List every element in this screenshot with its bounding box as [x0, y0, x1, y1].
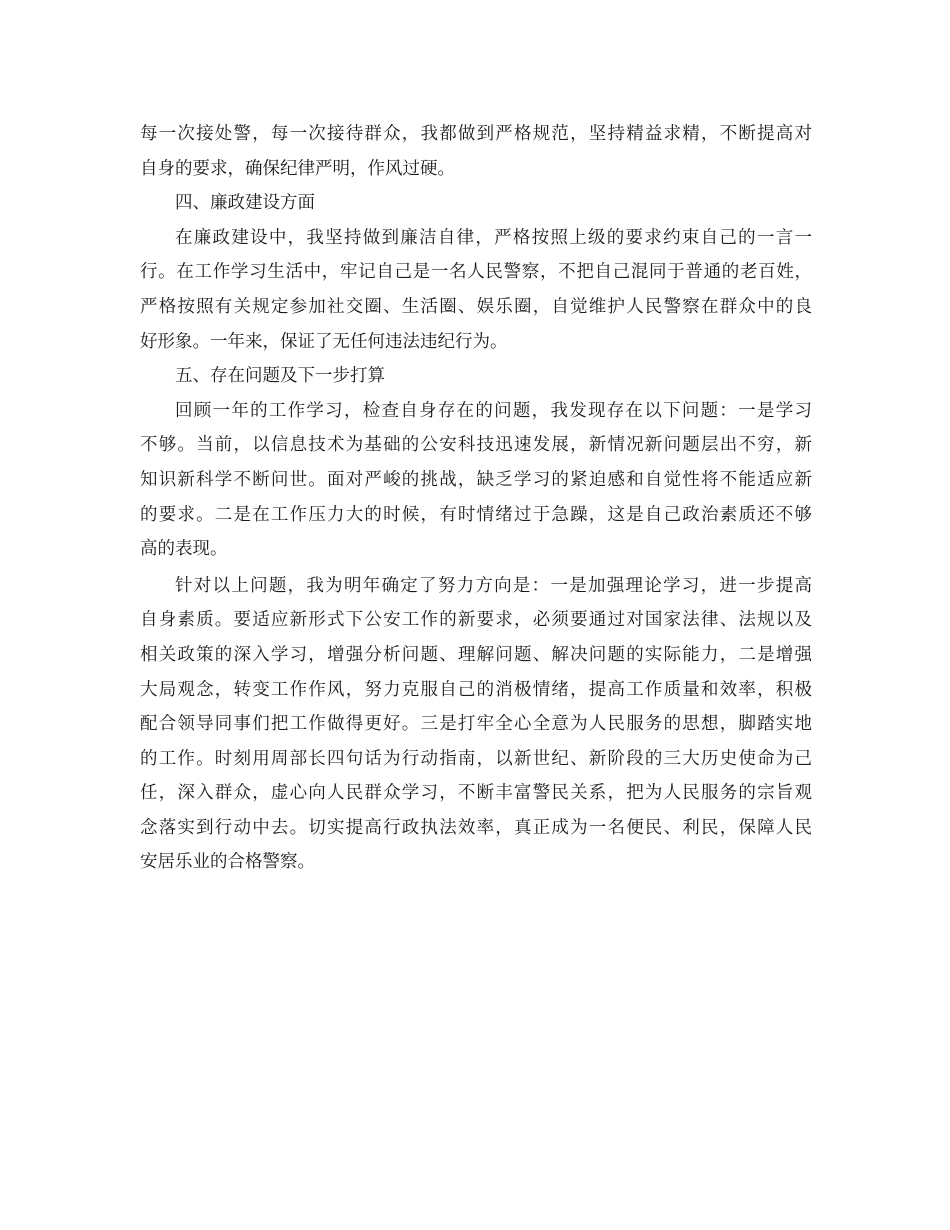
text-line: 相关政策的深入学习，增强分析问题、理解问题、解决问题的实际能力，二是增强: [140, 644, 812, 665]
text-line: 针对以上问题，我为明年确定了努力方向是：一是加强理论学习，进一步提高: [175, 575, 812, 596]
text-line: 安居乐业的合格警察。: [140, 852, 315, 873]
text-line: 念落实到行动中去。切实提高行政执法效率，真正成为一名便民、利民，保障人民: [140, 817, 812, 838]
paragraph-plans: [140, 569, 812, 880]
text-line: 不够。当前，以信息技术为基础的公安科技迅速发展，新情况新问题层出不穷，新: [140, 435, 812, 456]
text-line: 大局观念，转变工作作风，努力克服自己的消极情绪，提高工作质量和效率，积极: [140, 679, 812, 700]
text-line: 严格按照有关规定参加社交圈、生活圈、娱乐圈，自觉维护人民警察在群众中的良: [140, 296, 812, 317]
paragraph-integrity: [140, 221, 812, 359]
document-page: [140, 117, 812, 880]
text-line: 行。在工作学习生活中，牢记自己是一名人民警察，不把自己混同于普通的老百姓，: [140, 262, 812, 283]
text-line: 自身的要求，确保纪律严明，作风过硬。: [140, 158, 455, 179]
text-line: 好形象。一年来，保证了无任何违法违纪行为。: [140, 331, 508, 352]
paragraph-discipline: [140, 117, 812, 186]
text-line: 每一次接处警，每一次接待群众，我都做到严格规范，坚持精益求精，不断提高对: [140, 124, 812, 144]
paragraph-problems: [140, 394, 812, 567]
text-line: 回顾一年的工作学习，检查自身存在的问题，我发现存在以下问题：一是学习: [175, 400, 812, 421]
text-line: 在廉政建设中，我坚持做到廉洁自律，严格按照上级的要求约束自己的一言一: [175, 227, 812, 248]
section-heading-problems: 五、存在问题及下一步打算: [175, 366, 385, 387]
text-line: 的要求。二是在工作压力大的时候，有时情绪过于急躁，这是自己政治素质还不够: [140, 504, 812, 525]
text-line: 高的表现。: [140, 539, 228, 560]
text-line: 的工作。时刻用周部长四句话为行动指南，以新世纪、新阶段的三大历史使命为己: [140, 748, 812, 769]
text-line: 知识新科学不断问世。面对严峻的挑战，缺乏学习的紧迫感和自觉性将不能适应新: [140, 469, 812, 490]
section-heading-integrity: 四、廉政建设方面: [175, 193, 315, 214]
text-line: 自身素质。要适应新形式下公安工作的新要求，必须要通过对国家法律、法规以及: [140, 610, 812, 631]
text-line: 配合领导同事们把工作做得更好。三是打牢全心全意为人民服务的思想，脚踏实地: [140, 714, 812, 735]
text-line: 任，深入群众，虚心向人民群众学习，不断丰富警民关系，把为人民服务的宗旨观: [140, 783, 812, 804]
